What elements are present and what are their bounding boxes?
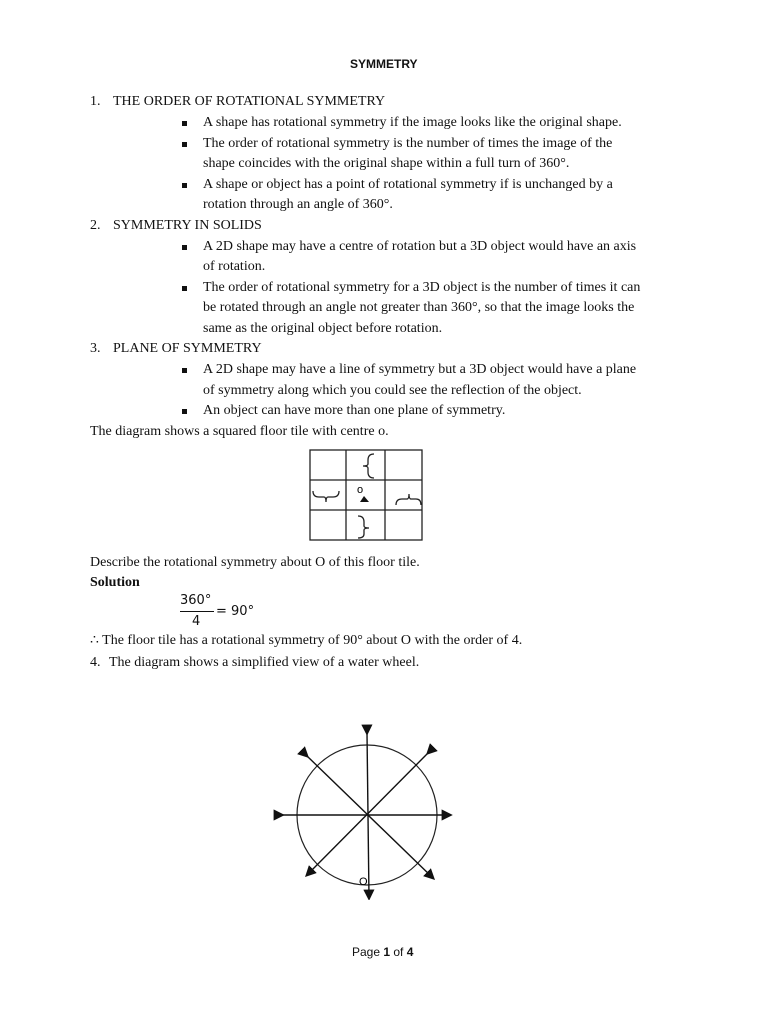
section-heading: SYMMETRY IN SOLIDS <box>113 217 262 233</box>
q4-text: The diagram shows a simplified view of a water wheel. <box>109 655 420 670</box>
bullet-icon <box>182 409 187 414</box>
section-number: 3. <box>90 341 101 356</box>
bullet-text: The order of rotational symmetry for a 3D object is the number of times it can <box>203 279 641 295</box>
bullet-icon <box>182 286 187 291</box>
fraction-denominator: 4 <box>192 614 201 629</box>
bullet-text: A 2D shape may have a centre of rotation but a 3D object would have an axis <box>203 238 637 254</box>
brace-right <box>396 494 421 505</box>
bullet-text: of rotation. <box>203 259 266 274</box>
bullet-text: be rotated through an angle not greater than 360°, so that the image looks the <box>203 300 635 315</box>
page-title: SYMMETRY <box>350 57 418 71</box>
bullet-text: shape coincides with the original shape within a full turn of 360°. <box>203 156 570 171</box>
fraction-result: = 90° <box>216 604 255 619</box>
solution-label: Solution <box>90 575 140 590</box>
brace-top <box>363 454 374 478</box>
bullet-text: same as the original object before rotation. <box>203 320 443 336</box>
page-footer: Page 1 of 4 <box>352 945 414 959</box>
section-number: 2. <box>90 217 101 233</box>
section-heading: THE ORDER OF ROTATIONAL SYMMETRY <box>113 94 386 109</box>
bullet-text: The order of rotational symmetry is the number of times the image of the <box>203 135 613 151</box>
bullet-text: An object can have more than one plane of symmetry. <box>203 403 506 418</box>
bullet-text: A shape or object has a point of rotational symmetry if is unchanged by a <box>203 176 613 192</box>
wheel-label: O <box>359 876 368 888</box>
bullet-text: rotation through an angle of 360°. <box>203 197 393 212</box>
bullet-icon <box>182 121 187 126</box>
fraction-bar <box>180 611 214 612</box>
bullet-text: of symmetry along which you could see the reflection of the object. <box>203 382 582 398</box>
section-number: 1. <box>90 94 101 109</box>
q4-number: 4. <box>90 655 101 670</box>
floor-tile-diagram <box>308 448 426 544</box>
bullet-icon <box>182 183 187 188</box>
bullet-text: A 2D shape may have a line of symmetry but a 3D object would have a plane <box>203 362 637 377</box>
fraction-numerator: 360° <box>180 593 212 608</box>
question-text: Describe the rotational symmetry about O of this floor tile. <box>90 555 420 570</box>
conclusion: ∴ The floor tile has a rotational symmetry of 90° about O with the order of 4. <box>90 633 523 648</box>
tile-intro: The diagram shows a squared floor tile with centre o. <box>90 424 389 439</box>
brace-left <box>313 491 339 502</box>
tile-centre-label: o <box>357 484 364 496</box>
bullet-icon <box>182 142 187 147</box>
bullet-text: A shape has rotational symmetry if the image looks like the original shape. <box>203 115 622 130</box>
water-wheel-diagram <box>270 720 460 900</box>
bullet-icon <box>182 245 187 250</box>
bullet-icon <box>182 368 187 373</box>
section-heading: PLANE OF SYMMETRY <box>113 341 262 356</box>
brace-bottom <box>358 516 369 538</box>
